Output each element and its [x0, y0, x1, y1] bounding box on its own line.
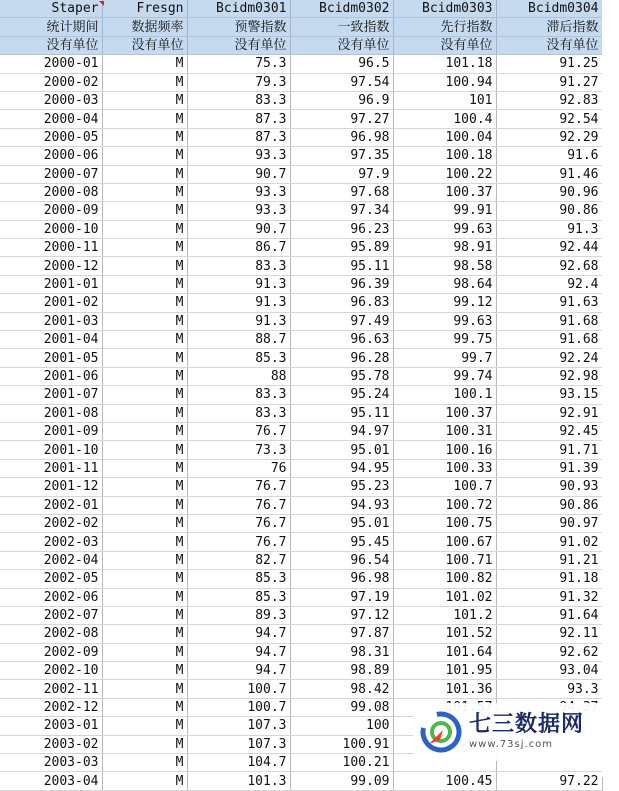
cell-coincident-index[interactable]: 96.5	[290, 55, 393, 73]
cell-frequency[interactable]: M	[102, 349, 187, 367]
cell-frequency[interactable]: M	[102, 239, 187, 257]
cell-warning-index[interactable]: 88	[187, 367, 290, 385]
cell-coincident-index[interactable]: 95.11	[290, 404, 393, 422]
cell-coincident-index[interactable]: 97.87	[290, 625, 393, 643]
cell-leading-index[interactable]: 101.36	[393, 680, 496, 698]
cell-leading-index[interactable]: 99.12	[393, 294, 496, 312]
cell-coincident-index[interactable]: 94.95	[290, 459, 393, 477]
cell-frequency[interactable]: M	[102, 662, 187, 680]
cell-period[interactable]: 2001-05	[0, 349, 102, 367]
cell-frequency[interactable]: M	[102, 754, 187, 772]
cell-lagging-index[interactable]: 91.46	[496, 165, 602, 183]
table-row	[0, 331, 602, 349]
cell-coincident-index[interactable]: 96.98	[290, 128, 393, 146]
cell-lagging-index[interactable]: 92.45	[496, 422, 602, 440]
cell-coincident-index[interactable]: 97.27	[290, 110, 393, 128]
cell-frequency[interactable]: M	[102, 91, 187, 109]
cell-frequency[interactable]: M	[102, 551, 187, 569]
cell-period[interactable]: 2000-10	[0, 220, 102, 238]
header-row	[0, 36, 602, 54]
cell-coincident-index[interactable]: 95.01	[290, 441, 393, 459]
cell-lagging-index[interactable]: 92.98	[496, 367, 602, 385]
cell-period[interactable]: 2001-09	[0, 422, 102, 440]
cell-warning-index[interactable]: 76.7	[187, 533, 290, 551]
cell-warning-index[interactable]: 101.3	[187, 772, 290, 790]
cell-period[interactable]: 2002-08	[0, 625, 102, 643]
header-cell-frequency[interactable]: Fresgn	[102, 0, 187, 18]
cell-leading-index[interactable]: 100.4	[393, 110, 496, 128]
cell-warning-index[interactable]: 76	[187, 459, 290, 477]
cell-leading-index[interactable]: 100.33	[393, 459, 496, 477]
cell-coincident-index[interactable]: 100.91	[290, 735, 393, 753]
header-cell-period[interactable]: 没有单位	[0, 36, 102, 54]
cell-coincident-index[interactable]: 96.28	[290, 349, 393, 367]
cell-warning-index[interactable]: 89.3	[187, 606, 290, 624]
cell-frequency[interactable]: M	[102, 220, 187, 238]
cell-period[interactable]: 2002-02	[0, 514, 102, 532]
cell-leading-index[interactable]: 101.02	[393, 588, 496, 606]
cell-coincident-index[interactable]: 99.08	[290, 698, 393, 716]
cell-lagging-index[interactable]: 91.39	[496, 459, 602, 477]
cell-leading-index[interactable]: 100.31	[393, 422, 496, 440]
table-row	[0, 643, 602, 661]
table-row	[0, 349, 602, 367]
table-row	[0, 91, 602, 109]
cell-period[interactable]: 2000-09	[0, 202, 102, 220]
table-row	[0, 772, 602, 790]
cell-lagging-index[interactable]: 92.4	[496, 275, 602, 293]
cell-period[interactable]: 2001-08	[0, 404, 102, 422]
sheet-right-edge	[602, 0, 619, 777]
cell-frequency[interactable]: M	[102, 514, 187, 532]
cell-leading-index[interactable]: 101.95	[393, 662, 496, 680]
table-row	[0, 386, 602, 404]
cell-lagging-index[interactable]: 91.68	[496, 312, 602, 330]
cell-period[interactable]: 2001-10	[0, 441, 102, 459]
table-row	[0, 606, 602, 624]
cell-lagging-index[interactable]: 90.93	[496, 478, 602, 496]
cell-frequency[interactable]: M	[102, 183, 187, 201]
cell-frequency[interactable]: M	[102, 202, 187, 220]
cell-frequency[interactable]: M	[102, 680, 187, 698]
cell-coincident-index[interactable]: 94.97	[290, 422, 393, 440]
cell-warning-index[interactable]: 85.3	[187, 349, 290, 367]
cell-leading-index[interactable]: 100.82	[393, 570, 496, 588]
table-row	[0, 294, 602, 312]
cell-lagging-index[interactable]: 92.24	[496, 349, 602, 367]
cell-coincident-index[interactable]: 100.21	[290, 754, 393, 772]
cell-period[interactable]: 2002-11	[0, 680, 102, 698]
table-row	[0, 625, 602, 643]
header-cell-warning-index[interactable]: 预警指数	[187, 18, 290, 36]
cell-coincident-index[interactable]: 97.12	[290, 606, 393, 624]
watermark	[413, 703, 603, 761]
cell-lagging-index[interactable]: 90.97	[496, 514, 602, 532]
cell-warning-index[interactable]: 104.7	[187, 754, 290, 772]
cell-period[interactable]: 2003-03	[0, 754, 102, 772]
cell-period[interactable]: 2000-07	[0, 165, 102, 183]
cell-frequency[interactable]: M	[102, 625, 187, 643]
cell-coincident-index[interactable]: 96.98	[290, 570, 393, 588]
header-cell-period[interactable]: Staper	[0, 0, 102, 18]
cell-period[interactable]: 2003-04	[0, 772, 102, 790]
cell-lagging-index[interactable]: 91.21	[496, 551, 602, 569]
cell-leading-index[interactable]: 100.72	[393, 496, 496, 514]
cell-warning-index[interactable]: 93.3	[187, 202, 290, 220]
cell-period[interactable]: 2001-06	[0, 367, 102, 385]
cell-lagging-index[interactable]: 92.11	[496, 625, 602, 643]
table-row	[0, 73, 602, 91]
cell-period[interactable]: 2000-12	[0, 257, 102, 275]
cell-coincident-index[interactable]: 95.89	[290, 239, 393, 257]
table-row	[0, 680, 602, 698]
cell-leading-index[interactable]: 101.2	[393, 606, 496, 624]
cell-leading-index[interactable]: 100.18	[393, 147, 496, 165]
cell-period[interactable]: 2001-02	[0, 294, 102, 312]
cell-period[interactable]: 2000-06	[0, 147, 102, 165]
cell-frequency[interactable]: M	[102, 698, 187, 716]
cell-warning-index[interactable]: 83.3	[187, 386, 290, 404]
cell-period[interactable]: 2000-02	[0, 73, 102, 91]
cell-warning-index[interactable]: 94.7	[187, 643, 290, 661]
cell-leading-index[interactable]: 100.22	[393, 165, 496, 183]
header-cell-coincident-index[interactable]: 一致指数	[290, 18, 393, 36]
cell-period[interactable]: 2000-03	[0, 91, 102, 109]
header-row	[0, 18, 602, 36]
header-cell-coincident-index[interactable]: 没有单位	[290, 36, 393, 54]
cell-period[interactable]: 2000-11	[0, 239, 102, 257]
cell-leading-index[interactable]: 98.64	[393, 275, 496, 293]
cell-leading-index[interactable]: 98.58	[393, 257, 496, 275]
cell-leading-index[interactable]: 100.45	[393, 772, 496, 790]
comment-indicator[interactable]	[99, 1, 104, 6]
cell-lagging-index[interactable]: 90.96	[496, 183, 602, 201]
cell-leading-index[interactable]: 100.75	[393, 514, 496, 532]
cell-frequency[interactable]: M	[102, 772, 187, 790]
cell-lagging-index[interactable]: 91.71	[496, 441, 602, 459]
table-row	[0, 459, 602, 477]
cell-period[interactable]: 2001-07	[0, 386, 102, 404]
table-row	[0, 165, 602, 183]
cell-period[interactable]: 2000-04	[0, 110, 102, 128]
cell-coincident-index[interactable]: 96.54	[290, 551, 393, 569]
cell-coincident-index[interactable]: 98.89	[290, 662, 393, 680]
cell-warning-index[interactable]: 82.7	[187, 551, 290, 569]
cell-warning-index[interactable]: 91.3	[187, 275, 290, 293]
cell-coincident-index[interactable]: 98.42	[290, 680, 393, 698]
header-cell-lagging-index[interactable]: 滞后指数	[496, 18, 602, 36]
cell-period[interactable]: 2003-02	[0, 735, 102, 753]
cell-frequency[interactable]: M	[102, 570, 187, 588]
table-row	[0, 110, 602, 128]
header-cell-frequency[interactable]: 数据频率	[102, 18, 187, 36]
cell-lagging-index[interactable]: 93.15	[496, 386, 602, 404]
header-cell-lagging-index[interactable]: Bcidm0304	[496, 0, 602, 18]
cell-frequency[interactable]: M	[102, 422, 187, 440]
cell-coincident-index[interactable]: 96.83	[290, 294, 393, 312]
header-cell-frequency[interactable]: 没有单位	[102, 36, 187, 54]
cell-leading-index[interactable]: 99.63	[393, 220, 496, 238]
cell-leading-index[interactable]: 100.7	[393, 478, 496, 496]
cell-warning-index[interactable]: 93.3	[187, 183, 290, 201]
cell-leading-index[interactable]: 101.52	[393, 625, 496, 643]
cell-frequency[interactable]: M	[102, 643, 187, 661]
cell-coincident-index[interactable]: 95.78	[290, 367, 393, 385]
table-row	[0, 441, 602, 459]
cell-lagging-index[interactable]: 91.18	[496, 570, 602, 588]
watermark-url: www.73sj.com	[469, 739, 554, 750]
cell-warning-index[interactable]: 83.3	[187, 257, 290, 275]
cell-leading-index[interactable]: 100.67	[393, 533, 496, 551]
cell-warning-index[interactable]: 76.7	[187, 496, 290, 514]
cell-period[interactable]: 2002-01	[0, 496, 102, 514]
cell-warning-index[interactable]: 87.3	[187, 110, 290, 128]
table-row	[0, 257, 602, 275]
cell-period[interactable]: 2001-03	[0, 312, 102, 330]
cell-frequency[interactable]: M	[102, 735, 187, 753]
table-row	[0, 588, 602, 606]
cell-lagging-index[interactable]: 93.04	[496, 662, 602, 680]
table-row	[0, 533, 602, 551]
cell-frequency[interactable]: M	[102, 441, 187, 459]
table-row	[0, 220, 602, 238]
cell-coincident-index[interactable]: 96.63	[290, 331, 393, 349]
cell-leading-index[interactable]: 99.75	[393, 331, 496, 349]
cell-warning-index[interactable]: 100.7	[187, 680, 290, 698]
cell-warning-index[interactable]: 86.7	[187, 239, 290, 257]
cell-leading-index[interactable]: 99.7	[393, 349, 496, 367]
cell-warning-index[interactable]: 83.3	[187, 91, 290, 109]
cell-warning-index[interactable]: 90.7	[187, 165, 290, 183]
cell-frequency[interactable]: M	[102, 367, 187, 385]
header-cell-period[interactable]: 统计期间	[0, 18, 102, 36]
cell-coincident-index[interactable]: 94.93	[290, 496, 393, 514]
table-row	[0, 514, 602, 532]
cell-lagging-index[interactable]: 91.68	[496, 331, 602, 349]
cell-period[interactable]: 2000-08	[0, 183, 102, 201]
cell-frequency[interactable]: M	[102, 478, 187, 496]
table-row	[0, 662, 602, 680]
cell-frequency[interactable]: M	[102, 128, 187, 146]
site-logo-icon	[419, 710, 463, 754]
cell-period[interactable]: 2001-12	[0, 478, 102, 496]
cell-warning-index[interactable]: 79.3	[187, 73, 290, 91]
cell-period[interactable]: 2002-09	[0, 643, 102, 661]
cell-lagging-index[interactable]: 91.63	[496, 294, 602, 312]
cell-period[interactable]: 2002-03	[0, 533, 102, 551]
cell-lagging-index[interactable]: 90.86	[496, 202, 602, 220]
cell-warning-index[interactable]: 91.3	[187, 294, 290, 312]
header-cell-warning-index[interactable]: Bcidm0301	[187, 0, 290, 18]
cell-frequency[interactable]: M	[102, 147, 187, 165]
cell-warning-index[interactable]: 85.3	[187, 588, 290, 606]
header-cell-warning-index[interactable]: 没有单位	[187, 36, 290, 54]
watermark-title: 七三数据网	[469, 712, 585, 737]
cell-lagging-index[interactable]: 91.6	[496, 147, 602, 165]
cell-frequency[interactable]: M	[102, 404, 187, 422]
cell-period[interactable]: 2001-11	[0, 459, 102, 477]
cell-coincident-index[interactable]: 97.54	[290, 73, 393, 91]
cell-period[interactable]: 2000-05	[0, 128, 102, 146]
cell-warning-index[interactable]: 94.7	[187, 662, 290, 680]
header-cell-leading-index[interactable]: 先行指数	[393, 18, 496, 36]
cell-frequency[interactable]: M	[102, 496, 187, 514]
cell-frequency[interactable]: M	[102, 165, 187, 183]
cell-frequency[interactable]: M	[102, 588, 187, 606]
table-row	[0, 128, 602, 146]
cell-leading-index[interactable]: 101.64	[393, 643, 496, 661]
cell-lagging-index[interactable]: 92.68	[496, 257, 602, 275]
cell-coincident-index[interactable]: 97.68	[290, 183, 393, 201]
cell-warning-index[interactable]: 91.3	[187, 312, 290, 330]
cell-coincident-index[interactable]: 97.49	[290, 312, 393, 330]
cell-warning-index[interactable]: 73.3	[187, 441, 290, 459]
cell-leading-index[interactable]: 100.71	[393, 551, 496, 569]
cell-frequency[interactable]: M	[102, 257, 187, 275]
cell-period[interactable]: 2002-04	[0, 551, 102, 569]
cell-coincident-index[interactable]: 97.19	[290, 588, 393, 606]
cell-lagging-index[interactable]: 90.86	[496, 496, 602, 514]
cell-lagging-index[interactable]: 91.02	[496, 533, 602, 551]
cell-coincident-index[interactable]: 97.34	[290, 202, 393, 220]
table-row	[0, 570, 602, 588]
cell-period[interactable]: 2002-07	[0, 606, 102, 624]
cell-period[interactable]: 2001-04	[0, 331, 102, 349]
cell-coincident-index[interactable]: 100	[290, 717, 393, 735]
cell-period[interactable]: 2002-12	[0, 698, 102, 716]
cell-frequency[interactable]: M	[102, 275, 187, 293]
cell-warning-index[interactable]: 88.7	[187, 331, 290, 349]
cell-lagging-index[interactable]: 93.3	[496, 680, 602, 698]
table-row	[0, 367, 602, 385]
table-row	[0, 183, 602, 201]
cell-lagging-index[interactable]: 91.32	[496, 588, 602, 606]
header-cell-lagging-index[interactable]: 没有单位	[496, 36, 602, 54]
cell-period[interactable]: 2000-01	[0, 55, 102, 73]
cell-frequency[interactable]: M	[102, 386, 187, 404]
cell-frequency[interactable]: M	[102, 110, 187, 128]
table-row	[0, 275, 602, 293]
watermark-text	[469, 712, 584, 752]
cell-coincident-index[interactable]: 98.31	[290, 643, 393, 661]
cell-leading-index[interactable]: 100.04	[393, 128, 496, 146]
cell-warning-index[interactable]: 76.7	[187, 422, 290, 440]
cell-warning-index[interactable]: 87.3	[187, 128, 290, 146]
table-row	[0, 55, 602, 73]
cell-warning-index[interactable]: 83.3	[187, 404, 290, 422]
header-cell-leading-index[interactable]: 没有单位	[393, 36, 496, 54]
cell-coincident-index[interactable]: 99.09	[290, 772, 393, 790]
cell-warning-index[interactable]: 75.3	[187, 55, 290, 73]
cell-frequency[interactable]: M	[102, 331, 187, 349]
cell-coincident-index[interactable]: 97.9	[290, 165, 393, 183]
cell-lagging-index[interactable]: 92.62	[496, 643, 602, 661]
cell-coincident-index[interactable]: 95.23	[290, 478, 393, 496]
cell-lagging-index[interactable]: 91.25	[496, 55, 602, 73]
cell-leading-index[interactable]: 100.16	[393, 441, 496, 459]
cell-warning-index[interactable]: 76.7	[187, 478, 290, 496]
header-cell-coincident-index[interactable]: Bcidm0302	[290, 0, 393, 18]
cell-lagging-index[interactable]: 92.83	[496, 91, 602, 109]
cell-period[interactable]: 2002-10	[0, 662, 102, 680]
cell-frequency[interactable]: M	[102, 73, 187, 91]
cell-warning-index[interactable]: 107.3	[187, 717, 290, 735]
table-row	[0, 312, 602, 330]
table-row	[0, 404, 602, 422]
cell-period[interactable]: 2002-06	[0, 588, 102, 606]
cell-leading-index[interactable]: 100.37	[393, 404, 496, 422]
cell-period[interactable]: 2003-01	[0, 717, 102, 735]
cell-leading-index[interactable]: 99.91	[393, 202, 496, 220]
cell-frequency[interactable]: M	[102, 294, 187, 312]
cell-leading-index[interactable]: 99.63	[393, 312, 496, 330]
cell-leading-index[interactable]: 101	[393, 91, 496, 109]
table-row	[0, 478, 602, 496]
table-row	[0, 422, 602, 440]
cell-lagging-index[interactable]: 97.22	[496, 772, 602, 790]
cell-lagging-index[interactable]: 91.64	[496, 606, 602, 624]
cell-coincident-index[interactable]: 96.39	[290, 275, 393, 293]
cell-warning-index[interactable]: 90.7	[187, 220, 290, 238]
table-row	[0, 202, 602, 220]
cell-warning-index[interactable]: 107.3	[187, 735, 290, 753]
cell-lagging-index[interactable]: 91.27	[496, 73, 602, 91]
cell-period[interactable]: 2002-05	[0, 570, 102, 588]
cell-lagging-index[interactable]: 92.54	[496, 110, 602, 128]
cell-coincident-index[interactable]: 96.9	[290, 91, 393, 109]
cell-coincident-index[interactable]: 96.23	[290, 220, 393, 238]
cell-lagging-index[interactable]: 92.29	[496, 128, 602, 146]
cell-lagging-index[interactable]: 91.3	[496, 220, 602, 238]
table-row	[0, 551, 602, 569]
cell-frequency[interactable]: M	[102, 533, 187, 551]
cell-frequency[interactable]: M	[102, 717, 187, 735]
cell-warning-index[interactable]: 94.7	[187, 625, 290, 643]
cell-period[interactable]: 2001-01	[0, 275, 102, 293]
cell-warning-index[interactable]: 85.3	[187, 570, 290, 588]
cell-coincident-index[interactable]: 97.35	[290, 147, 393, 165]
table-row	[0, 496, 602, 514]
cell-leading-index[interactable]: 100.37	[393, 183, 496, 201]
cell-frequency[interactable]: M	[102, 312, 187, 330]
cell-warning-index[interactable]: 76.7	[187, 514, 290, 532]
cell-lagging-index[interactable]: 92.44	[496, 239, 602, 257]
cell-coincident-index[interactable]: 95.11	[290, 257, 393, 275]
cell-leading-index[interactable]: 100.94	[393, 73, 496, 91]
cell-warning-index[interactable]: 100.7	[187, 698, 290, 716]
table-row	[0, 147, 602, 165]
cell-coincident-index[interactable]: 95.45	[290, 533, 393, 551]
cell-coincident-index[interactable]: 95.24	[290, 386, 393, 404]
cell-warning-index[interactable]: 93.3	[187, 147, 290, 165]
cell-frequency[interactable]: M	[102, 459, 187, 477]
cell-leading-index[interactable]: 101.18	[393, 55, 496, 73]
table-row	[0, 239, 602, 257]
cell-leading-index[interactable]: 100.1	[393, 386, 496, 404]
header-row	[0, 0, 602, 18]
header-cell-leading-index[interactable]: Bcidm0303	[393, 0, 496, 18]
cell-lagging-index[interactable]: 92.91	[496, 404, 602, 422]
cell-frequency[interactable]: M	[102, 55, 187, 73]
cell-leading-index[interactable]: 99.74	[393, 367, 496, 385]
cell-leading-index[interactable]: 98.91	[393, 239, 496, 257]
cell-frequency[interactable]: M	[102, 606, 187, 624]
cell-coincident-index[interactable]: 95.01	[290, 514, 393, 532]
